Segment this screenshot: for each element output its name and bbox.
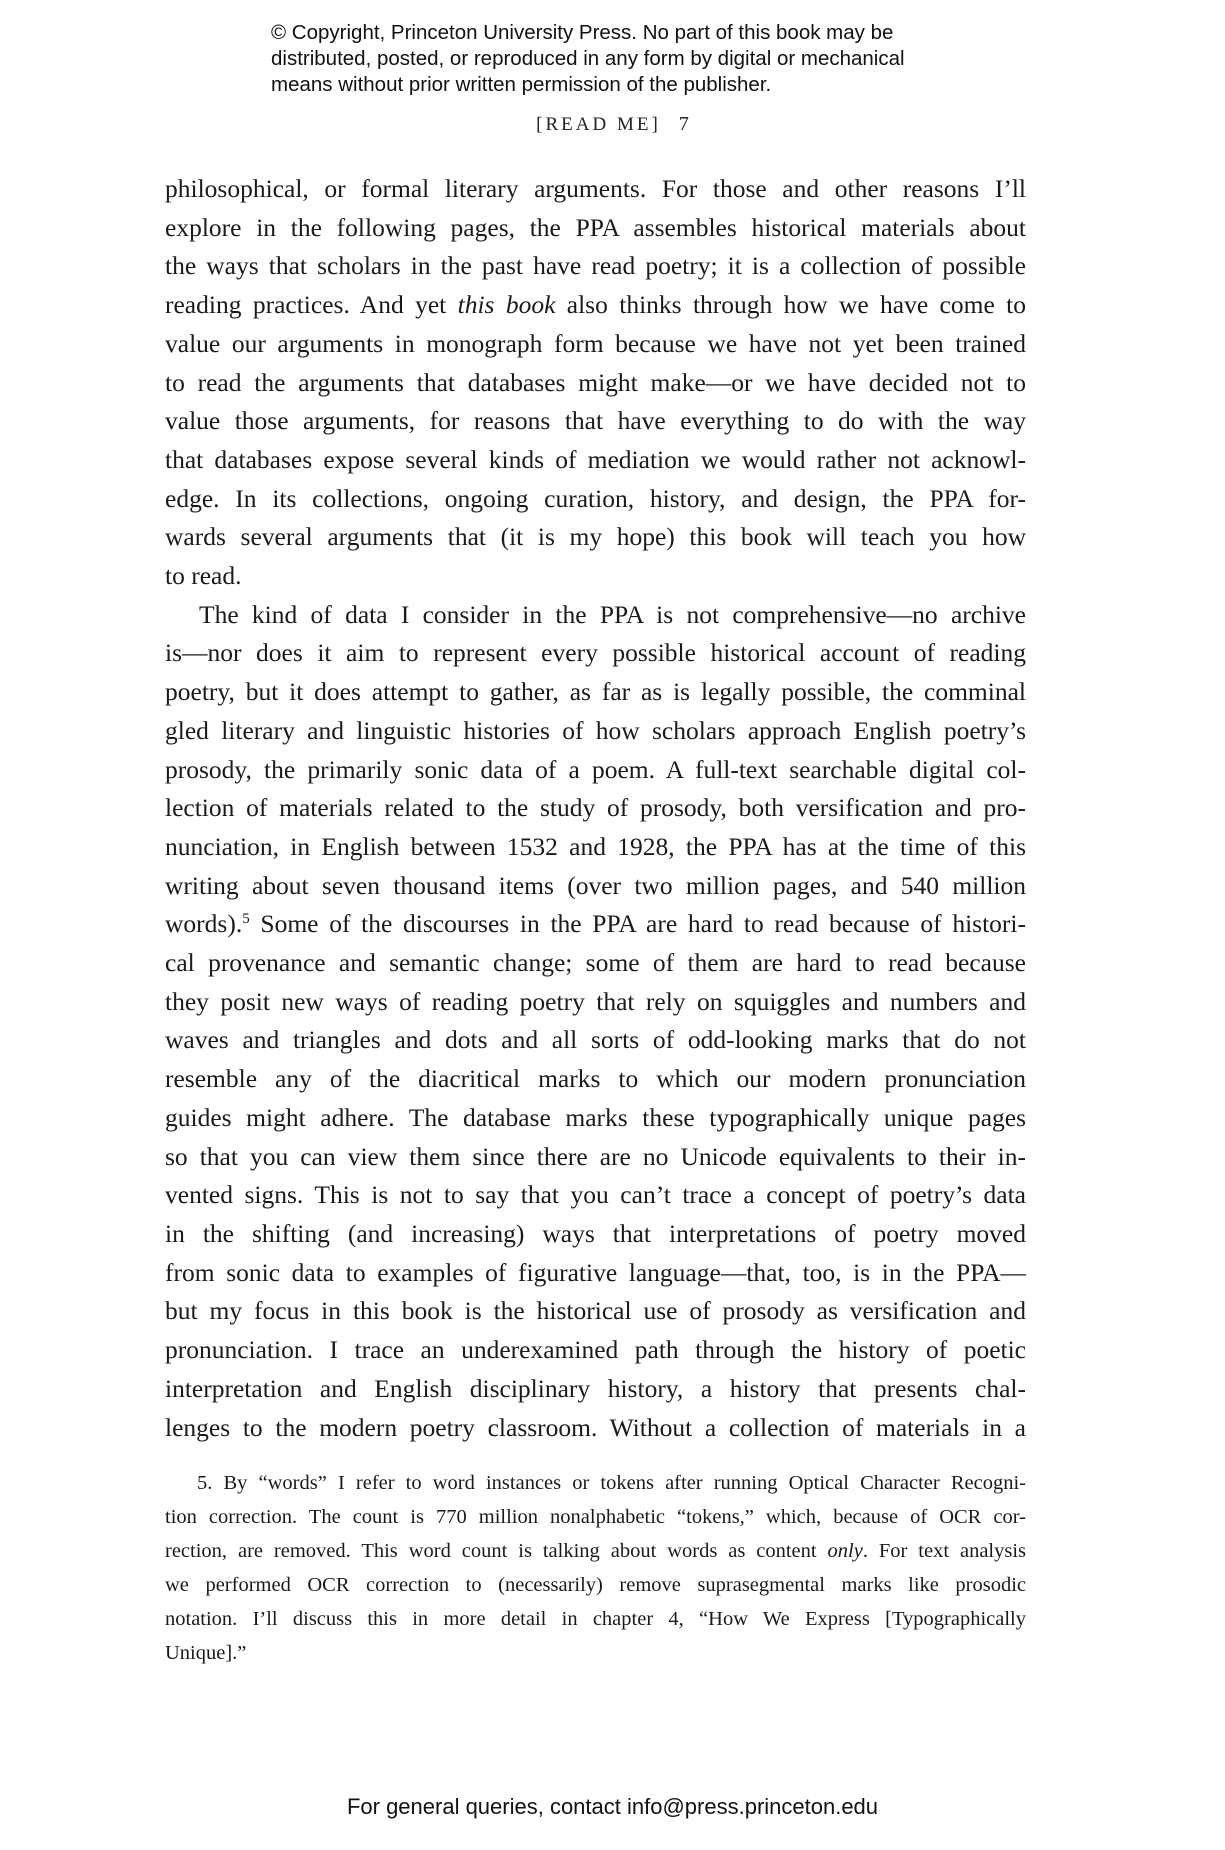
text-line: the ways that scholars in the past have read poetry; it is a collection of possible (165, 251, 1026, 281)
text-line: prosody, the primarily sonic data of a poem. A full-text searchable digital col- (165, 754, 1026, 784)
text-line: to read the arguments that databases might make—or we have decided not to (165, 367, 1026, 397)
text-run: words). (165, 909, 243, 939)
text-line: that databases expose several kinds of mediation we would rather not acknowl- (165, 444, 1026, 474)
text-line: but my focus in this book is the historical use of prosody as versification and (165, 1296, 1026, 1326)
text-line (165, 286, 1026, 325)
text-line: they posit new ways of reading poetry that rely on squiggles and numbers and (165, 986, 1026, 1016)
text-line: philosophical, or formal literary arguments. For those and other reasons I’ll (165, 174, 1026, 203)
text-run: rection, are removed. This word count is talking about words as content (165, 1540, 817, 1562)
text-line: pronunciation. I trace an underexamined path through the history of poetic (165, 1335, 1026, 1365)
text-line: explore in the following pages, the PPA assembles historical materials about (165, 212, 1026, 242)
text-line: resemble any of the diacritical marks to which our modern pronunciation (165, 1064, 1026, 1094)
paragraph-1 (165, 170, 1026, 596)
running-head (0, 113, 1225, 136)
text-line: value those arguments, for reasons that have everything to do with the way (165, 406, 1026, 436)
body-text (165, 170, 1026, 1447)
text-run: reading practices. And yet (165, 290, 447, 320)
contact-footer: For general queries, contact info@press.princeton.edu (346, 1794, 879, 1819)
paragraph-2 (165, 596, 1026, 1447)
text-line: cal provenance and semantic change; some of them are hard to read because (165, 948, 1026, 978)
text-line: writing about seven thousand items (over two million pages, and 540 million (165, 870, 1026, 900)
footnote-line (165, 1534, 1026, 1568)
text-line: guides might adhere. The database marks these typographically unique pages (165, 1102, 1026, 1132)
text-line: nunciation, in English between 1532 and 1928, the PPA has at the time of this (165, 831, 1026, 861)
text-line: The kind of data I consider in the PPA is not comprehensive—no archive (199, 599, 1026, 629)
text-line: in the shifting (and increasing) ways that interpretations of poetry moved (165, 1218, 1026, 1248)
text-line: interpretation and English disciplinary history, a history that presents chal- (165, 1373, 1026, 1403)
footnote-line: Unique].” (165, 1642, 247, 1664)
footnote-line: tion correction. The count is 770 million nonalphabetic “tokens,” which, because of OCR cor- (165, 1506, 1026, 1528)
footnote-line: 5. By “words” I refer to word instances or tokens after running Optical Character Recogni- (197, 1472, 1026, 1494)
text-line: to read. (165, 561, 242, 591)
copyright-line: means without prior written permission of the publisher. (271, 73, 772, 96)
footnote (165, 1466, 1026, 1670)
running-head-title: [READ ME] (536, 114, 661, 135)
copyright-notice (271, 20, 991, 98)
text-line: lenges to the modern poetry classroom. Without a collection of materials in a (165, 1412, 1026, 1442)
footnote-line: we performed OCR correction to (necessarily) remove suprasegmental marks like prosodic (165, 1574, 1026, 1596)
text-line: lection of materials related to the study of prosody, both versification and pro- (165, 793, 1026, 823)
italic-title: this book (457, 290, 556, 320)
text-run: . For text analysis (862, 1540, 1027, 1562)
text-line: so that you can view them since there are no Unicode equivalents to their in- (165, 1141, 1026, 1171)
text-line (165, 905, 1026, 944)
text-line: edge. In its collections, ongoing curation, history, and design, the PPA for- (165, 483, 1026, 513)
page-number: 7 (678, 113, 689, 135)
text-line: value our arguments in monograph form because we have not yet been trained (165, 328, 1026, 358)
italic-word: only (827, 1540, 863, 1562)
copyright-line: © Copyright, Princeton University Press. No part of this book may be (271, 21, 894, 44)
text-line: wards several arguments that (it is my hope) this book will teach you how (165, 522, 1026, 552)
footnote-reference[interactable]: 5 (242, 911, 250, 928)
text-run: also thinks through how we have come to (566, 290, 1026, 320)
text-line: from sonic data to examples of figurative language—that, too, is in the PPA— (165, 1257, 1026, 1287)
text-line: is—nor does it aim to represent every possible historical account of reading (165, 638, 1026, 668)
text-line: poetry, but it does attempt to gather, as far as is legally possible, the comminal (165, 677, 1026, 707)
text-line: gled literary and linguistic histories of how scholars approach English poetry’s (165, 715, 1026, 745)
text-line: waves and triangles and dots and all sorts of odd-looking marks that do not (165, 1025, 1026, 1055)
text-run: Some of the discourses in the PPA are hard to read because of histori- (260, 909, 1026, 939)
copyright-line: distributed, posted, or reproduced in any form by digital or mechanical (271, 47, 905, 70)
text-line: vented signs. This is not to say that you can’t trace a concept of poetry’s data (165, 1180, 1026, 1210)
footnote-line: notation. I’ll discuss this in more detail in chapter 4, “How We Express [Typographically (165, 1608, 1026, 1630)
